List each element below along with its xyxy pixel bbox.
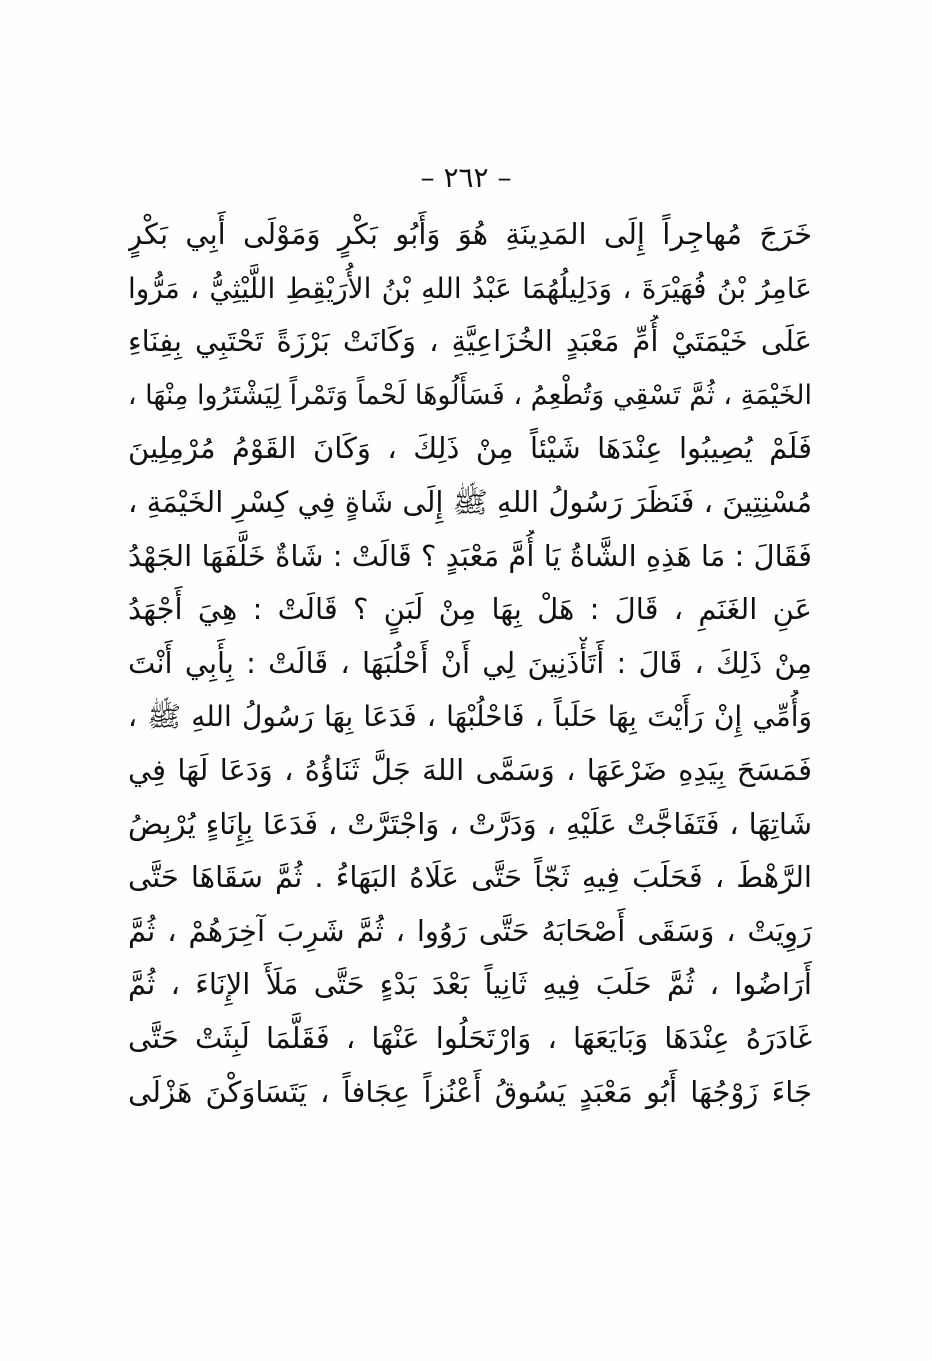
text-line: رَوِيَتْ ، وَسَقَى أَصْحَابَهُ حَتَّى رَوُوا ، ثُمَّ شَرِبَ آخِرَهُمْ ، ثُمَّ bbox=[128, 913, 812, 948]
text-line: الخَيْمَةِ ، ثُمَّ تَسْقِي وَتُطْعِمُ ، فَسَأَلُوهَا لَحْماً وَتَمْراً لِيَشْتَرُوا مِنْهَا ، bbox=[128, 379, 812, 411]
text-line: فَلَمْ يُصِيبُوا عِنْدَهَا شَيْئاً مِنْ ذَلِكَ ، وَكَانَ القَوْمُ مُرْمِلِينَ bbox=[128, 431, 812, 466]
text-line: جَاءَ زَوْجُهَا أَبُو مَعْبَدٍ يَسُوقُ أَعْنُزاً عِجَافاً ، يَتَسَاوَكْنَ هَزْلَى bbox=[128, 1074, 812, 1109]
text-line: غَادَرَهُ عِنْدَهَا وَبَايَعَهَا ، وَارْتَحَلُوا عَنْهَا ، فَقَلَّمَا لَبِثَتْ حَتَّى bbox=[128, 1020, 812, 1055]
text-line: عَلَى خَيْمَتَيْ أُمِّ مَعْبَدٍ الخُزَاعِيَّةِ ، وَكَانَتْ بَرْزَةً تَحْتَبِي بِفِنَاءِ bbox=[128, 324, 812, 359]
text-line: خَرَجَ مُهاجِراً إِلَى المَدِينَةِ هُوَ وَأَبُو بَكْرٍ وَمَوْلَى أَبِي بَكْرٍ bbox=[128, 217, 812, 251]
text-line: عَنِ الغَنَمِ ، قَالَ : هَلْ بِهَا مِنْ لَبَنٍ ؟ قَالَتْ : هِيَ أَجْهَدُ bbox=[128, 592, 812, 627]
text-line: عَامِرُ بْنُ فُهَيْرَةَ ، وَدَلِيلُهُمَا عَبْدُ اللهِ بْنُ الأُرَيْقِطِ اللَّيْثِيُّ ، مَرُّوا bbox=[128, 271, 812, 305]
text-line: مُسْنِتِينَ ، فَنَظَرَ رَسُولُ اللهِ ﷺ إِلَى شَاةٍ فِي كِسْرِ الخَيْمَةِ ، bbox=[128, 484, 812, 519]
text-line: أَرَاضُوا ، ثُمَّ حَلَبَ فِيهِ ثَانِياً بَعْدَ بَدْءٍ حَتَّى مَلَأَ الإِنَاءَ ، ثُمَّ bbox=[128, 967, 812, 1002]
text-line: الرَّهْطَ ، فَحَلَبَ فِيهِ ثَجّاً حَتَّى عَلَاهُ البَهَاءُ . ثُمَّ سَقَاهَا حَتَّى bbox=[128, 860, 812, 895]
text-line: فَقَالَ : مَا هَذِهِ الشَّاةُ يَا أُمَّ مَعْبَدٍ ؟ قَالَتْ : شَاةٌ خَلَّفَهَا الجَهْدُ bbox=[128, 538, 812, 573]
text-line: مِنْ ذَلِكَ ، قَالَ : أَتَأْذَنِينَ لِي أَنْ أَحْلُبَهَا ، قَالَتْ : بِأَبِي أَنْتَ bbox=[128, 645, 812, 680]
page-number: – ٢٦٢ – bbox=[420, 161, 512, 194]
text-line: فَمَسَحَ بِيَدِهِ ضَرْعَهَا ، وَسَمَّى اللهَ جَلَّ ثَنَاؤُهُ ، وَدَعَا لَهَا فِي bbox=[128, 752, 812, 787]
text-line: وَأُمِّي إِنْ رَأَيْتَ بِهَا حَلَباً ، فَاحْلُبْهَا ، فَدَعَا بِهَا رَسُولُ اللهِ ﷺ ، bbox=[128, 700, 812, 734]
body-text bbox=[128, 208, 812, 1119]
text-line: شَاتِهَا ، فَتَفَاجَّتْ عَلَيْهِ ، وَدَرَّتْ ، وَاجْتَرَّتْ ، فَدَعَا بِإِنَاءٍ يُرْبِضُ bbox=[128, 806, 812, 841]
